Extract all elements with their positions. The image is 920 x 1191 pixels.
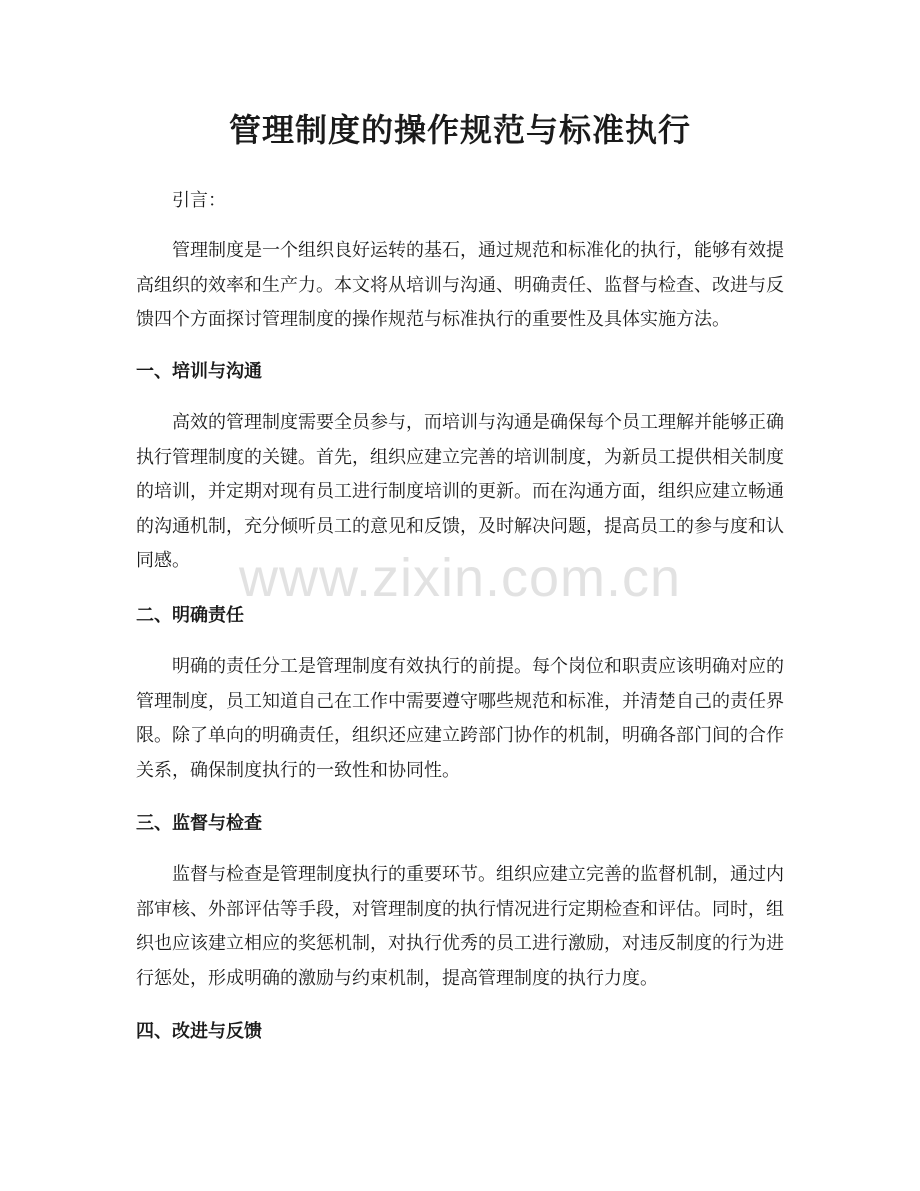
section-paragraph-responsibility: 明确的责任分工是管理制度有效执行的前提。每个岗位和职责应该明确对应的管理制度，员工知道自己在工作中需要遵守哪些规范和标准，并清楚自己的责任界限。除了单向的明确责任，组织还应建立跨部门协作的机制，明确各部门间的合作关系，确保制度执行的一致性和协同性。 xyxy=(136,656,784,781)
intro-label: 引言： xyxy=(172,190,226,211)
section-heading-improvement: 四、改进与反馈 xyxy=(136,1021,262,1042)
section-heading-supervision: 三、监督与检查 xyxy=(136,813,262,834)
section-heading-responsibility: 二、明确责任 xyxy=(136,605,244,626)
section-paragraph-supervision: 监督与检查是管理制度执行的重要环节。组织应建立完善的监督机制，通过内部审核、外部评估等手段，对管理制度的执行情况进行定期检查和评估。同时，组织也应该建立相应的奖惩机制，对执行优秀的员工进行激励，对违反制度的行为进行惩处，形成明确的激励与约束机制，提高管理制度的执行力度。 xyxy=(136,864,784,989)
section-heading-training: 一、培训与沟通 xyxy=(136,361,262,382)
intro-paragraph: 管理制度是一个组织良好运转的基石，通过规范和标准化的执行，能够有效提高组织的效率和生产力。本文将从培训与沟通、明确责任、监督与检查、改进与反馈四个方面探讨管理制度的操作规范与标准执行的重要性及具体实施方法。 xyxy=(136,240,784,331)
section-paragraph-training: 高效的管理制度需要全员参与，而培训与沟通是确保每个员工理解并能够正确执行管理制度的关键。首先，组织应建立完善的培训制度，为新员工提供相关制度的培训，并定期对现有员工进行制度培训的更新。而在沟通方面，组织应建立畅通的沟通机制，充分倾听员工的意见和反馈，及时解决问题，提高员工的参与度和认同感。 xyxy=(136,412,784,572)
document-title: 管理制度的操作规范与标准执行 xyxy=(228,111,691,149)
watermark: www.zixin.com.cn xyxy=(238,548,682,608)
